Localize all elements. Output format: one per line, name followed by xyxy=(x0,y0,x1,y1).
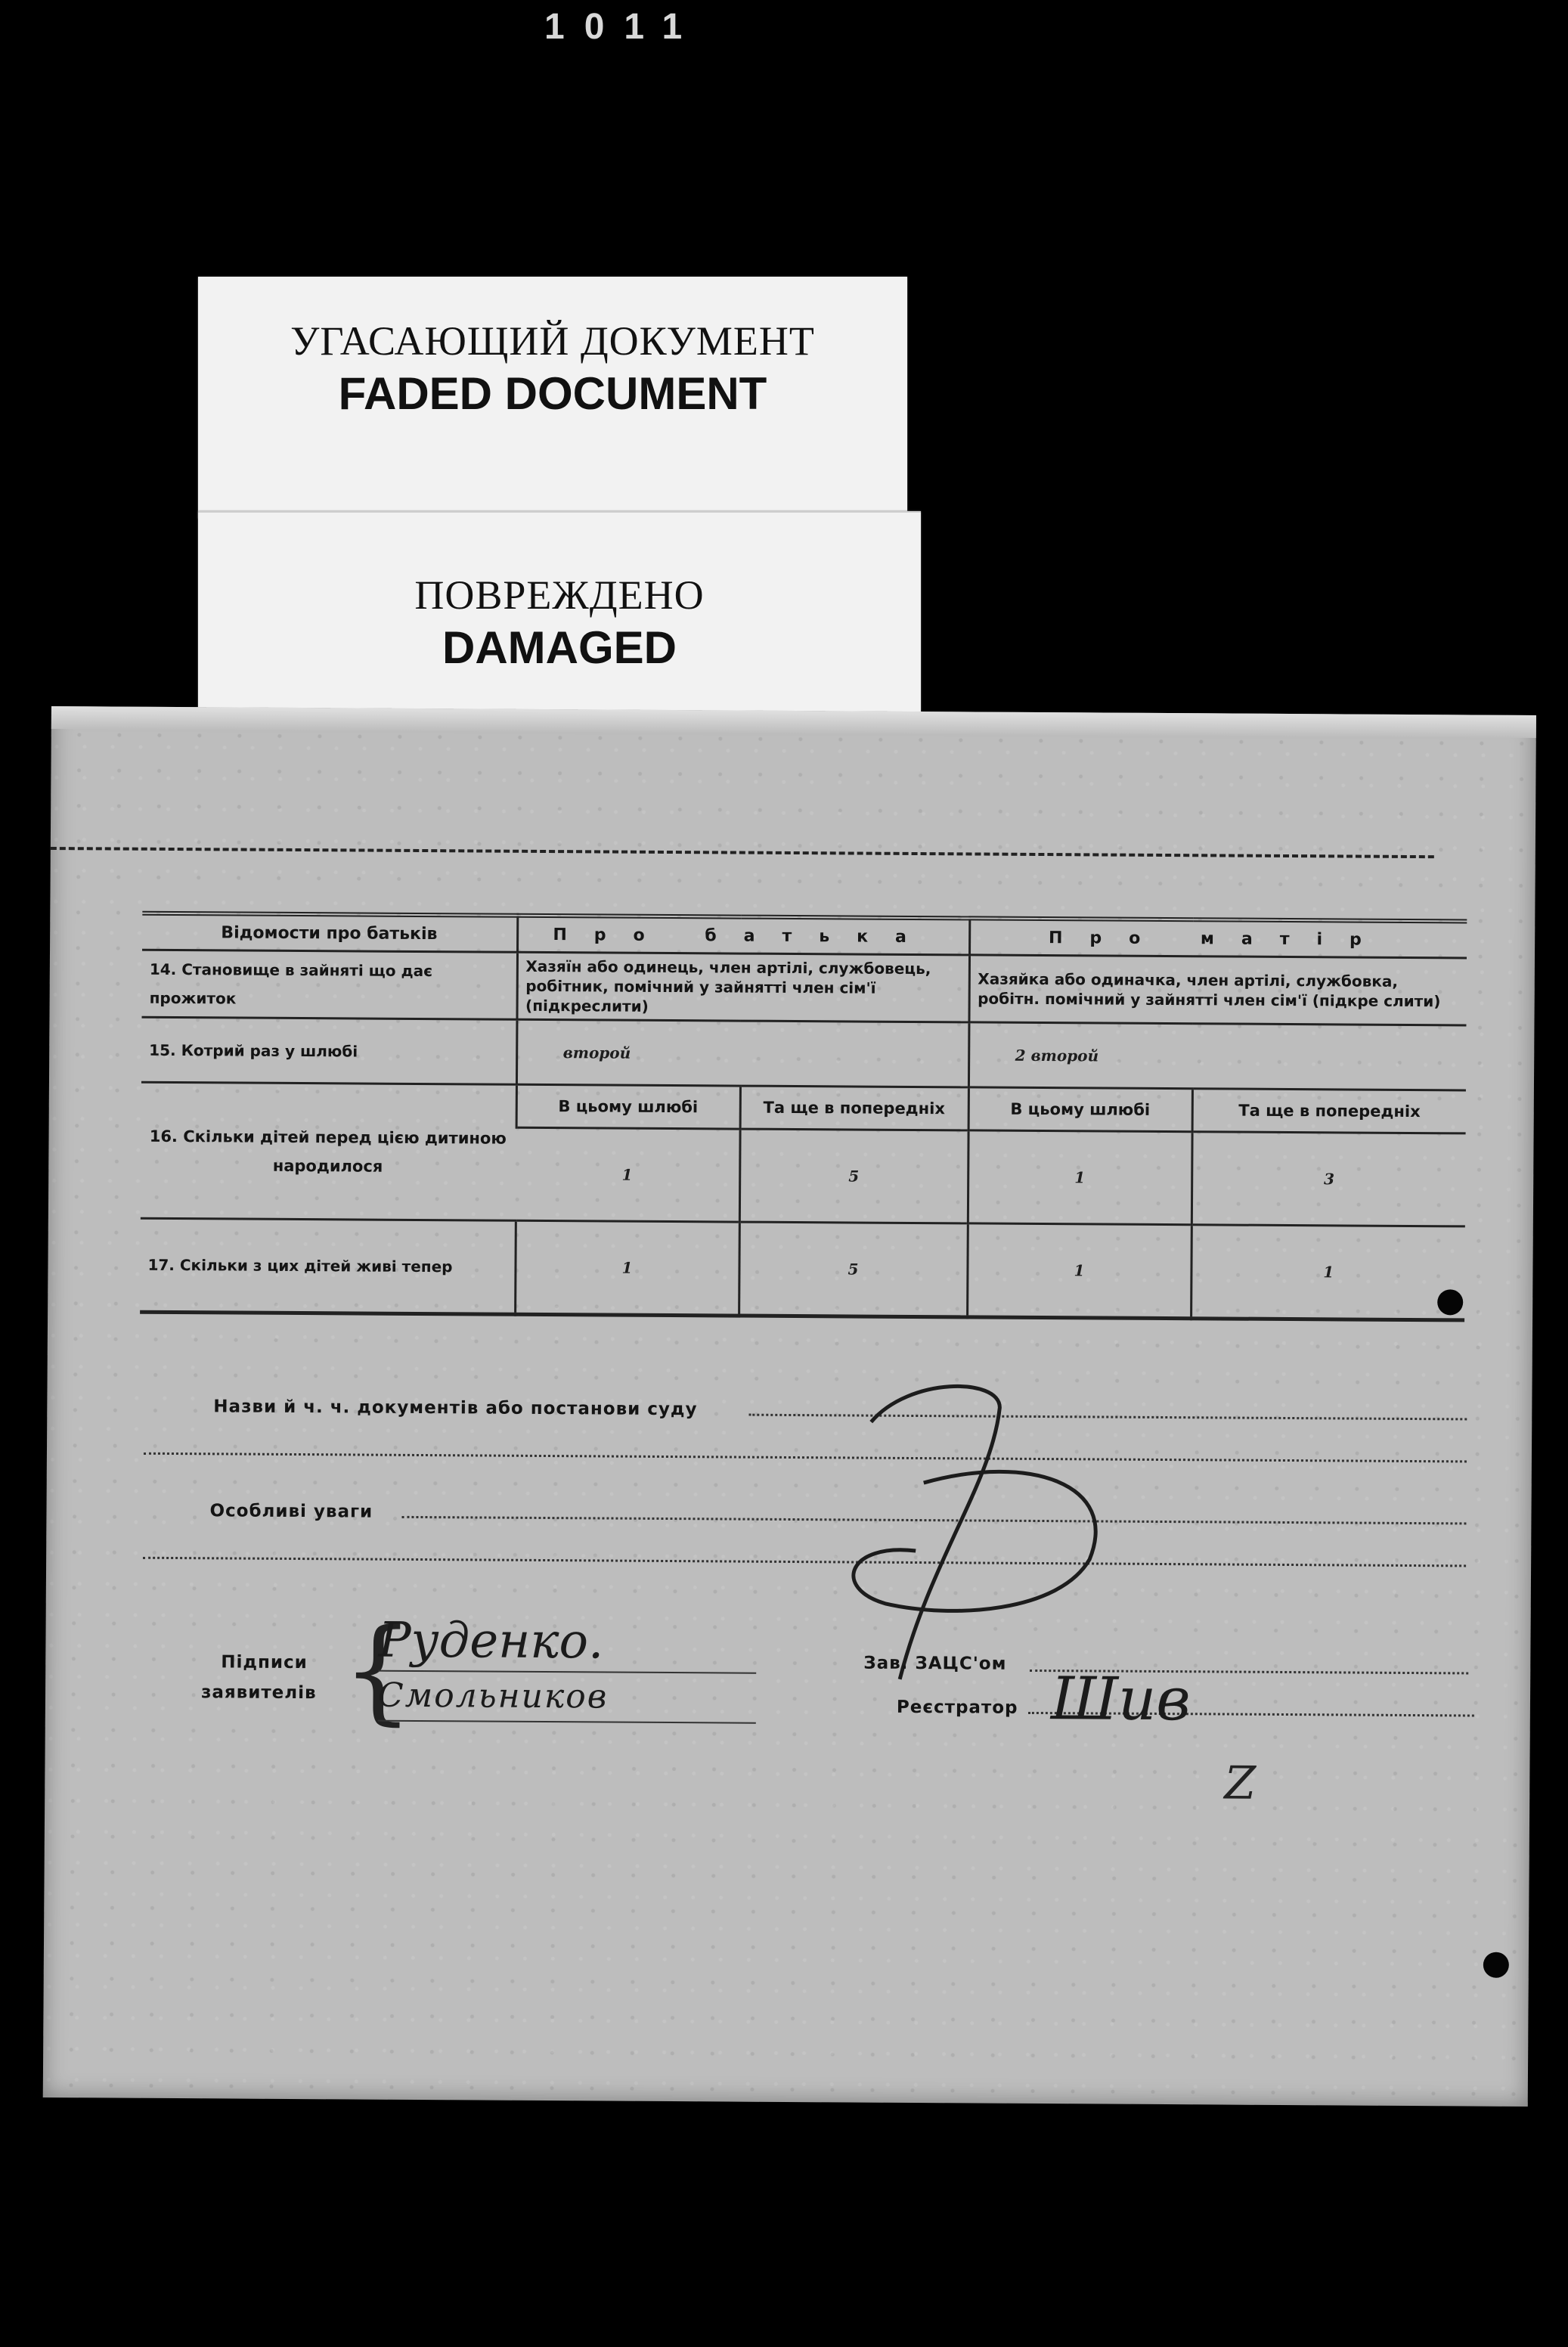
q17-mother-current: 1 xyxy=(967,1223,1191,1319)
faded-document-label xyxy=(198,277,907,519)
subheader-father-current: В цьому шлюбі xyxy=(516,1084,740,1129)
applicant-signature-1: Руденко. xyxy=(378,1612,604,1670)
q16-label: 16. Скільки дітей перед цією дитиною народилося xyxy=(141,1082,516,1220)
q15-father-value: второй xyxy=(516,1019,969,1087)
q16-father-current: 1 xyxy=(516,1127,740,1222)
subheader-mother-previous: Та ще в попередніх xyxy=(1192,1089,1466,1133)
header-father: Про батька xyxy=(517,916,969,955)
registration-form-sheet xyxy=(43,706,1536,2107)
q17-father-previous: 5 xyxy=(739,1222,968,1317)
q14-mother-options: Хазяйка або одиначка, член артілі, службовка, робітн. помічний у зайнятті член сім'ї (підкре слити) xyxy=(968,955,1467,1025)
q17-label: 17. Скільки з цих дітей живі тепер xyxy=(140,1218,516,1314)
q16-father-previous: 5 xyxy=(739,1129,968,1223)
documents-label: Назви й ч. ч. документів або постанови суду xyxy=(213,1397,698,1420)
header-parents-info: Відомости про батьків xyxy=(142,913,517,953)
q14-father-options: Хазяїн або одинець, член артілі, службовець, робітник, помічний у зайнятті член сім'ї (підкреслити) xyxy=(516,952,969,1022)
applicant-sig-line-2 xyxy=(378,1720,756,1724)
row-marriage-count xyxy=(141,1017,1466,1090)
row-occupation xyxy=(141,950,1467,1025)
notes-label: Особливі уваги xyxy=(209,1501,373,1522)
archive-number-mark: 1011 xyxy=(544,7,702,47)
applicant-signature-2: Смольников xyxy=(377,1676,609,1716)
subheader-father-previous: Та ще в попередніх xyxy=(740,1086,968,1130)
registrar-signature: Шив xyxy=(1050,1665,1191,1735)
damaged-label-ru: ПОВРЕЖДЕНО xyxy=(414,572,705,618)
registrar-stroke-mark: Z xyxy=(1224,1756,1257,1810)
faded-label-ru: УГАСАЮЩИЙ ДОКУМЕНТ xyxy=(290,318,815,364)
q16-mother-previous: 3 xyxy=(1191,1132,1466,1226)
sheet-top-edge xyxy=(51,706,1536,738)
row-children-alive xyxy=(140,1218,1465,1320)
signatures-label-1: Підписи xyxy=(221,1652,308,1673)
head-of-office-label: Зав. ЗАЦС'ом xyxy=(863,1653,1007,1674)
signatures-label-2: заявителів xyxy=(200,1682,317,1704)
damaged-label-en: DAMAGED xyxy=(442,622,677,673)
q17-father-current: 1 xyxy=(515,1220,739,1316)
q15-label: 15. Котрий раз у шлюбі xyxy=(141,1017,517,1084)
children-subheader-row xyxy=(141,1082,1466,1133)
punch-hole-2 xyxy=(1483,1952,1509,1978)
signatures-brace: { xyxy=(341,1604,415,1737)
header-mother: Про матір xyxy=(969,918,1467,958)
damaged-document-label xyxy=(198,511,921,718)
crossed-out-stroke-mark xyxy=(801,1361,1197,1696)
q17-mother-previous: 1 xyxy=(1191,1225,1465,1320)
registrar-label: Реєстратор xyxy=(896,1697,1018,1718)
faded-label-en: FADED DOCUMENT xyxy=(338,368,767,419)
q16-mother-current: 1 xyxy=(968,1130,1192,1225)
q14-label: 14. Становище в зайняті що дає прожиток xyxy=(141,950,517,1019)
parents-info-table xyxy=(140,911,1467,1322)
applicant-sig-line-1 xyxy=(378,1670,756,1674)
punch-hole-1 xyxy=(1437,1289,1463,1315)
subheader-mother-current: В цьому шлюбі xyxy=(968,1087,1192,1132)
tear-off-dashed-line xyxy=(51,847,1434,858)
q15-mother-value: 2 второй xyxy=(968,1022,1467,1090)
